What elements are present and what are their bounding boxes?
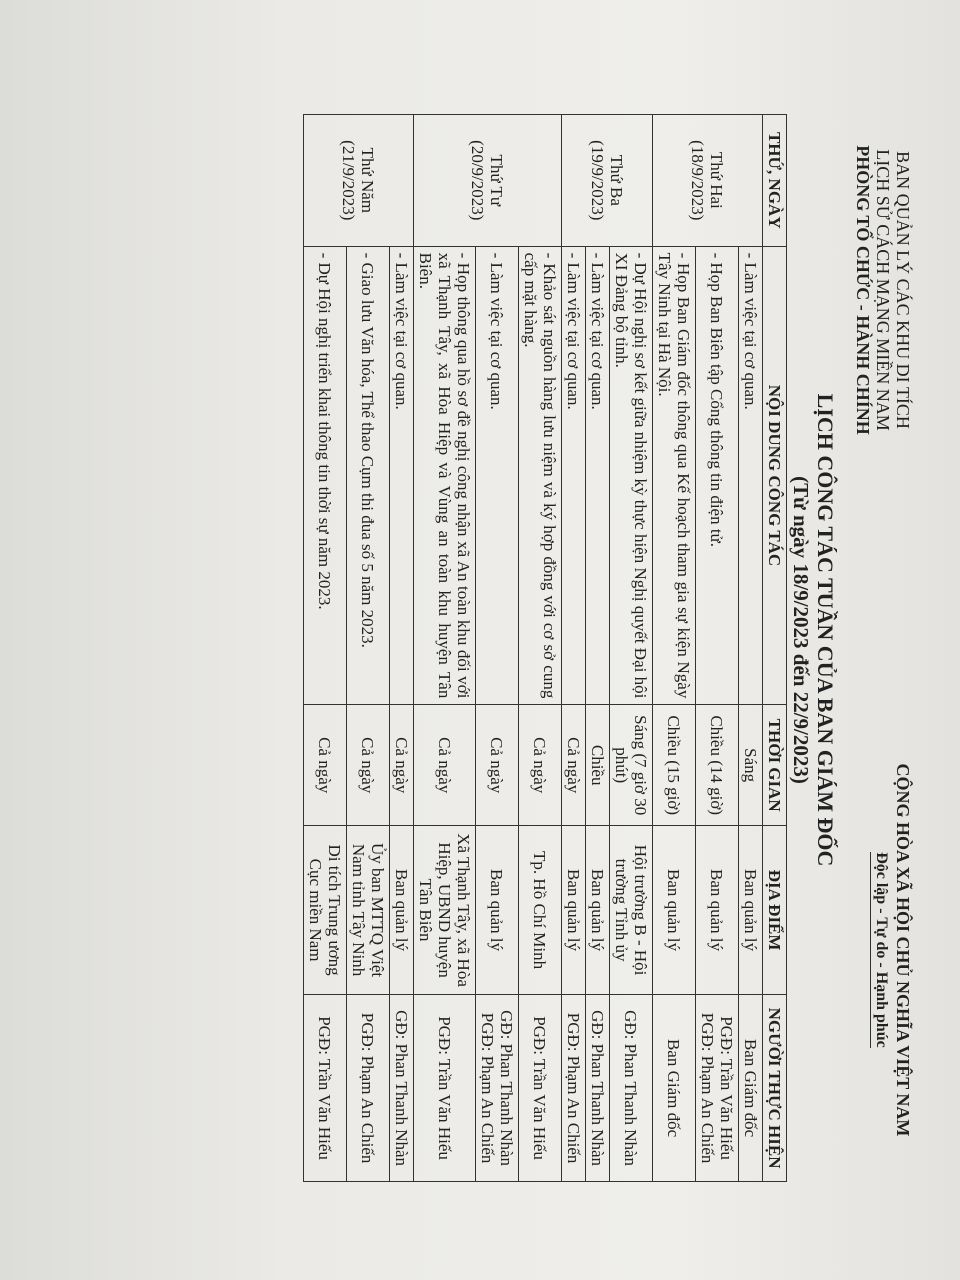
header-time: THỜI GIAN bbox=[763, 705, 787, 826]
time-cell: Sáng bbox=[739, 705, 763, 826]
place-cell: Ban quản lý bbox=[653, 826, 696, 995]
place-cell: Ban quản lý bbox=[696, 826, 739, 995]
nation-line-1: CỘNG HÒA XÃ HỘI CHỦ NGHĨA VIỆT NAM bbox=[893, 763, 913, 1137]
table-row bbox=[347, 115, 390, 1182]
table-row bbox=[414, 115, 476, 1182]
table-row bbox=[304, 115, 347, 1182]
table-row bbox=[696, 115, 739, 1182]
time-cell: Chiều (14 giờ) bbox=[696, 705, 739, 826]
place-cell: Ban quản lý bbox=[586, 826, 610, 995]
content-cell: - Họp Ban Biên tập Cổng thông tin điện tử. bbox=[696, 246, 739, 705]
content-cell: - Họp Ban Giám đốc thông qua Kế hoạch tham gia sự kiện Ngày Tây Ninh tại Hà Nội. bbox=[653, 246, 696, 705]
person-cell: PGĐ: Trần Văn Hiếu PGĐ: Phạm An Chiến bbox=[696, 995, 739, 1182]
content-cell: - Dự Hội nghị triển khai thông tin thời sự năm 2023. bbox=[304, 246, 347, 705]
person-cell: GĐ: Phan Thanh Nhàn bbox=[610, 995, 653, 1182]
place-cell: Ban quản lý bbox=[562, 826, 586, 995]
header-day: THỨ, NGÀY bbox=[763, 115, 787, 247]
content-cell: - Dự Hội nghị sơ kết giữa nhiệm kỳ thực hiện Nghị quyết Đại hội XI Đảng bộ tỉnh. bbox=[610, 246, 653, 705]
place-cell: Di tích Trung ương Cục miền Nam bbox=[304, 826, 347, 995]
rotated-document bbox=[25, 40, 925, 1220]
person-cell: PGĐ: Trần Văn Hiếu bbox=[414, 995, 476, 1182]
place-cell: Ban quản lý bbox=[739, 826, 763, 995]
table-row bbox=[739, 115, 763, 1182]
content-cell: - Làm việc tại cơ quan. bbox=[476, 246, 519, 705]
header-content: NỘI DUNG CÔNG TÁC bbox=[763, 246, 787, 705]
nation-line-2: Độc lập - Tự do - Hạnh phúc bbox=[870, 852, 891, 1048]
time-cell: Cả ngày bbox=[519, 705, 562, 826]
place-cell: Xã Thạnh Tây, xã Hòa Hiệp, UBND huyện Tân Biên bbox=[414, 826, 476, 995]
organization-header bbox=[853, 100, 913, 480]
table-row bbox=[390, 115, 414, 1182]
person-cell: Ban Giám đốc bbox=[739, 995, 763, 1182]
place-cell: Ủy ban MTTQ Việt Nam tỉnh Tây Ninh bbox=[347, 826, 390, 995]
table-row bbox=[586, 115, 610, 1182]
person-cell: GĐ: Phan Thanh Nhàn PGĐ: Phạm An Chiến bbox=[476, 995, 519, 1182]
person-cell: PGĐ: Trần Văn Hiếu bbox=[304, 995, 347, 1182]
table-row bbox=[562, 115, 586, 1182]
person-cell: PGĐ: Trần Văn Hiếu bbox=[519, 995, 562, 1182]
org-line-1: BAN QUẢN LÝ CÁC KHU DI TÍCH bbox=[893, 151, 913, 429]
place-cell: Ban quản lý bbox=[476, 826, 519, 995]
place-cell: Ban quản lý bbox=[390, 826, 414, 995]
document-title bbox=[789, 340, 837, 920]
content-cell: - Làm việc tại cơ quan. bbox=[586, 246, 610, 705]
day-cell-tuesday: Thứ Ba (19/9/2023) bbox=[562, 115, 653, 247]
table-row bbox=[476, 115, 519, 1182]
time-cell: Cả ngày bbox=[304, 705, 347, 826]
person-cell: Ban Giám đốc bbox=[653, 995, 696, 1182]
title-main: LỊCH CÔNG TÁC TUẦN CỦA BAN GIÁM ĐỐC bbox=[813, 393, 838, 867]
table-row bbox=[610, 115, 653, 1182]
content-cell: - Họp thông qua hồ sơ đề nghị công nhận xã An toàn khu đối với xã Thạnh Tây, xã Hòa Hiệp và Vùng an toàn khu huyện Tân Biên. bbox=[414, 246, 476, 705]
time-cell: Chiều bbox=[586, 705, 610, 826]
header-person: NGƯỜI THỰC HIỆN bbox=[763, 995, 787, 1182]
place-cell: Tp. Hồ Chí Minh bbox=[519, 826, 562, 995]
nation-header bbox=[870, 740, 913, 1160]
time-cell: Cả ngày bbox=[476, 705, 519, 826]
org-line-3: PHÒNG TỔ CHỨC - HÀNH CHÍNH bbox=[853, 145, 873, 435]
day-cell-wednesday: Thứ Tư (20/9/2023) bbox=[414, 115, 562, 247]
time-cell: Cả ngày bbox=[347, 705, 390, 826]
person-cell: PGĐ: Phạm An Chiến bbox=[347, 995, 390, 1182]
place-cell: Hội trường B - Hội trường Tỉnh ủy bbox=[610, 826, 653, 995]
content-cell: - Làm việc tại cơ quan. bbox=[390, 246, 414, 705]
content-cell: - Làm việc tại cơ quan. bbox=[562, 246, 586, 705]
time-cell: Cả ngày bbox=[390, 705, 414, 826]
content-cell: - Khảo sát nguồn hàng lưu niệm và ký hợp đồng với cơ sở cung cấp mặt hàng. bbox=[519, 246, 562, 705]
time-cell: Sáng (7 giờ 30 phút) bbox=[610, 705, 653, 826]
table-header-row bbox=[763, 115, 787, 1182]
person-cell: GĐ: Phan Thanh Nhàn bbox=[390, 995, 414, 1182]
time-cell: Cả ngày bbox=[414, 705, 476, 826]
schedule-table bbox=[303, 114, 787, 1182]
content-cell: - Làm việc tại cơ quan. bbox=[739, 246, 763, 705]
table-row bbox=[519, 115, 562, 1182]
day-cell-monday: Thứ Hai (18/9/2023) bbox=[653, 115, 763, 247]
title-sub: (Từ ngày 18/9/2023 đến 22/9/2023) bbox=[789, 476, 813, 784]
person-cell: PGĐ: Phạm An Chiến bbox=[562, 995, 586, 1182]
content-cell: - Giao lưu Văn hóa, Thể thao Cụm thi đua số 5 năm 2023. bbox=[347, 246, 390, 705]
time-cell: Cả ngày bbox=[562, 705, 586, 826]
table-row bbox=[653, 115, 696, 1182]
header-place: ĐỊA ĐIỂM bbox=[763, 826, 787, 995]
time-cell: Chiều (15 giờ) bbox=[653, 705, 696, 826]
person-cell: GĐ: Phan Thanh Nhàn bbox=[586, 995, 610, 1182]
org-line-2: LỊCH SỬ CÁCH MẠNG MIỀN NAM bbox=[873, 149, 893, 431]
day-cell-thursday: Thứ Năm (21/9/2023) bbox=[304, 115, 414, 247]
